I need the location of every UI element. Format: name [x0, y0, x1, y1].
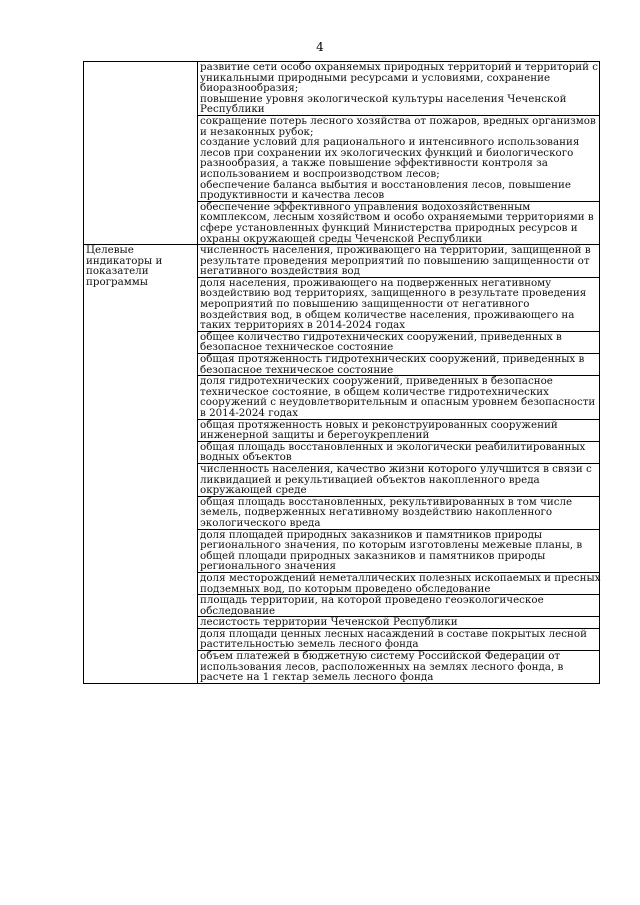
text-line: использования лесов, расположенных на землях лесного фонда, в — [200, 660, 564, 673]
text-line: объем платежей в бюджетную систему Российской Федерации от — [200, 650, 561, 663]
text-line: результате проведения мероприятий по повышению защищенности от — [200, 254, 590, 267]
text-line: общей площади природных заказников и памятников природы — [200, 549, 546, 562]
text-line: регионального значения, по которым изготовлены межевые планы, в — [200, 539, 583, 552]
text-line: охраны окружающей среды Чеченской Республики — [200, 232, 482, 245]
text-line: развитие сети особо охраняемых природных территорий и территорий с — [200, 61, 599, 73]
text-line: Целевые — [86, 244, 134, 257]
text-line: водных объектов — [200, 451, 292, 464]
text-line: инженерной защиты и берегоукреплений — [200, 429, 430, 442]
text-line: доля гидротехнических сооружений, приведенных в безопасное — [200, 375, 553, 388]
indicator-text-cell — [198, 331, 600, 353]
text-line: в 2014-2024 годах — [200, 407, 299, 419]
indicator-text-cell — [198, 277, 600, 331]
text-line: доля площади ценных лесных насаждений в составе покрытых лесной — [200, 627, 587, 640]
page-number: 4 — [316, 40, 324, 54]
text-line: продуктивности и качества лесов — [200, 189, 385, 202]
indicators-label-cell — [84, 245, 198, 684]
text-line: доля месторождений неметаллических полезных ископаемых и пресных — [200, 571, 601, 584]
table-row — [84, 245, 600, 278]
text-line: земель, подверженных негативному воздействию накопленного — [200, 506, 553, 519]
text-line: техническое состояние, в общем количестве гидротехнических — [200, 385, 549, 398]
text-line: обеспечение эффективного управления водохозяйственным — [200, 200, 531, 213]
text-line: площадь территории, на которой проведено геоэкологическое — [200, 594, 544, 607]
text-line: сооружений с неудовлетворительным и опасным уровнем безопасности — [200, 396, 596, 409]
text-line: подземных вод, по которым проведено обследование — [200, 582, 491, 595]
text-line: уникальными природными ресурсами и условиями, сохранение — [200, 71, 551, 84]
text-line: воздействию вод территориях, защищенного в результате проведения — [200, 287, 587, 300]
text-line: численность населения, качество жизни которого улучшится в связи с — [200, 462, 592, 475]
text-line: создание условий для рационального и интенсивного использования — [200, 136, 580, 149]
text-line: окружающей среде — [200, 484, 307, 497]
text-line: ликвидацией и рекультивацией объектов накопленного вреда — [200, 473, 540, 486]
indicator-text-cell — [198, 419, 600, 441]
indicator-text-cell — [198, 441, 600, 463]
text-line: использованием и воспроизводством лесов; — [200, 167, 440, 180]
empty-label-cell — [84, 62, 198, 245]
program-passport-table — [83, 61, 600, 684]
text-line: безопасное техническое состояние — [200, 341, 394, 354]
indicator-text-cell — [198, 496, 600, 529]
text-line: безопасное техническое состояние — [200, 363, 394, 376]
text-line: лесистость территории Чеченской Республики — [200, 616, 458, 629]
text-line: регионального значения — [200, 560, 336, 573]
text-line: общая протяженность новых и реконструированных сооружений — [200, 418, 558, 431]
text-line: общая площадь восстановленных и экологически реабилитированных — [200, 440, 586, 453]
goal-text-cell — [198, 115, 600, 201]
table-row — [84, 62, 600, 116]
text-line: экологического вреда — [200, 516, 321, 529]
text-line: общая протяженность гидротехнических сооружений, приведенных в — [200, 353, 585, 366]
text-line: обследование — [200, 604, 276, 617]
text-line: сокращение потерь лесного хозяйства от пожаров, вредных организмов — [200, 114, 596, 127]
text-line: повышение уровня экологической культуры населения Чеченской — [200, 92, 567, 105]
text-line: обеспечение баланса выбытия и восстановления лесов, повышение — [200, 178, 571, 191]
text-line: негативного воздействия вод — [200, 265, 360, 278]
text-line: показатели — [86, 265, 149, 278]
text-line: общее количество гидротехнических сооружений, приведенных в — [200, 330, 562, 343]
text-line: лесов при сохранении их экологических функций и биологического — [200, 146, 574, 159]
text-line: индикаторы и — [86, 254, 163, 267]
goal-text-cell — [198, 201, 600, 244]
text-line: расчете на 1 гектар земель лесного фонда — [200, 671, 434, 684]
indicator-text-cell — [198, 595, 600, 617]
text-line: доля площадей природных заказников и памятников природы — [200, 528, 543, 541]
indicator-text-cell — [198, 376, 600, 419]
indicator-text-cell — [198, 529, 600, 572]
table-body — [84, 62, 600, 684]
text-line: доля населения, проживающего на подверженных негативному — [200, 276, 552, 289]
indicator-text-cell — [198, 628, 600, 650]
text-line: разнообразия, а также повышение эффективности контроля за — [200, 157, 548, 170]
text-line: мероприятий по повышению защищенности от негативного — [200, 298, 530, 311]
text-line: Республики — [200, 103, 265, 116]
indicator-text-cell — [198, 572, 600, 594]
text-line: комплексом, лесным хозяйством и особо охраняемыми территориями в — [200, 211, 594, 224]
text-line: сфере установленных функций Министерства природных ресурсов и — [200, 221, 578, 234]
indicator-text-cell — [198, 463, 600, 496]
text-line: воздействия вод, в общем количестве населения, проживающего на — [200, 308, 575, 321]
text-line: общая площадь восстановленных, рекультивированных в том числе — [200, 495, 573, 508]
text-line: программы — [86, 275, 148, 288]
indicator-text-cell — [198, 354, 600, 376]
text-line: таких территориях в 2014-2024 годах — [200, 319, 406, 332]
goal-text-cell — [198, 62, 600, 116]
indicator-text-cell — [198, 245, 600, 278]
indicator-text-cell — [198, 617, 600, 629]
text-line: растительностью земель лесного фонда — [200, 638, 419, 651]
text-line: биоразнообразия; — [200, 82, 299, 95]
text-line: и незаконных рубок; — [200, 125, 314, 138]
indicator-text-cell — [198, 651, 600, 684]
text-line: численность населения, проживающего на территории, защищенной в — [200, 244, 591, 257]
